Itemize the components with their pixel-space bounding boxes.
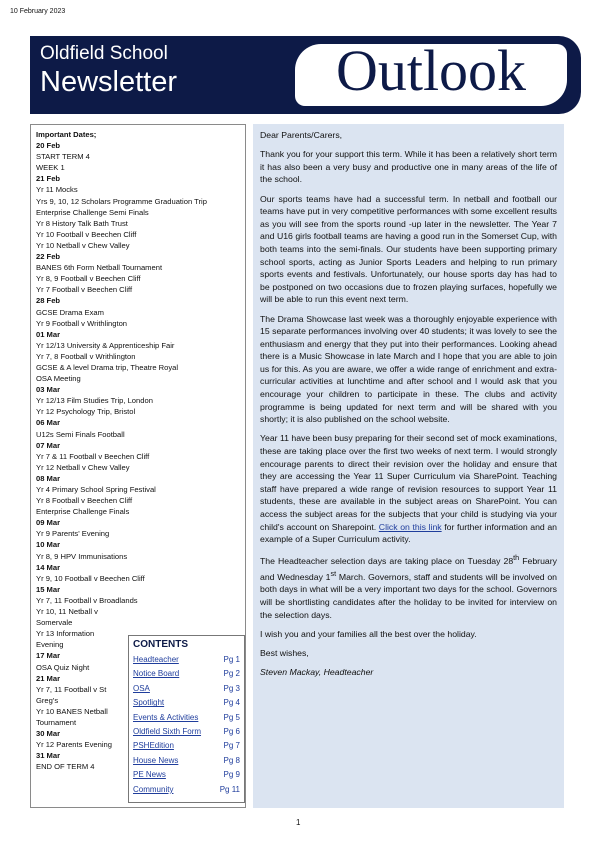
contents-entry-page: Pg 5 [223,712,240,722]
date-heading: 28 Feb [36,296,61,306]
letter-paragraph: Thank you for your support this term. While it has been a relatively short term it has also been a very busy and productive one in many areas of the life of the school. [260,149,557,185]
date-heading: 03 Mar [36,385,61,395]
date-heading: 31 Mar [36,751,61,761]
contents-entry-name[interactable]: Notice Board [133,669,180,679]
letter-text: March. Governors, staff and students will be involved on both days in what will be a very important two days for the school. Governors will be shortlisting candidates after the holiday to be invited for interview on the selection days. [260,571,558,620]
date-heading: 08 Mar [36,473,61,483]
date-event: Yr 7, 11 Football v Broadlands [36,595,138,605]
date-event: Enterprise Challenge Finals [36,507,130,517]
date-event: Yr 9 Parents' Evening [36,529,110,539]
date-heading: 15 Mar [36,584,61,594]
date-event: START TERM 4 [36,152,90,162]
letter-paragraph: The Drama Showcase last week was a thoroughly enjoyable experience with 15 separate performances involving over 40 students; it was lovely to see the enthusiasm and energy that they put into their performances. Looking ahead there is a Music Showcase in late March and I hope that you are able to join us for this. As you are aware, we offer a wide range of enrichment and extra-curricular activities at lunchtime and after school and I would ask that you encourage your children to participate in these. The clubs and activity programme is being updated for next term and will be shared with you shortly; it is also published on the school website. [260,313,557,425]
date-heading: 20 Feb [36,141,61,151]
contents-entry-name[interactable]: PSHEdition [133,741,174,751]
contents-entry-name[interactable]: Events & Activities [133,712,199,722]
letter-text: Year 11 have been busy preparing for their second set of mock examinations, these are taking place over the first two weeks of next term. I would strongly encourage parents to direct their revision over the holiday and ensure that they are accessing the Year 11 Super Curriculum via SharePoint. Teaching staff have prepared a wide range of revision resources to support Year 11 students, these are available in the subject areas on SharePoint. You can access the subject areas for the subjects that your child is studying via your child's account on Sharepoint. [260,433,557,532]
masthead-title-panel [295,38,567,106]
important-dates-heading: Important Dates; [36,130,97,139]
contents-entry-name[interactable]: OSA [133,683,150,693]
contents-entry-page: Pg 9 [223,770,240,780]
date-event: BANES 6th Form Netball Tournament [36,263,163,273]
contents-entry[interactable] [133,667,240,681]
date-heading: 22 Feb [36,252,61,262]
contents-entry-name[interactable]: House News [133,755,179,765]
contents-title: CONTENTS [133,639,188,650]
contents-entry-name[interactable]: Oldfield Sixth Form [133,727,202,737]
more-info-link[interactable]: Click on this link [378,521,442,532]
page-number: 1 [296,818,301,827]
masthead-newsletter: Newsletter [40,66,177,98]
contents-entry-name[interactable]: Community [133,784,174,794]
contents-entry[interactable] [133,725,240,739]
date-event: Somervale [36,618,73,628]
date-heading: 14 Mar [36,562,61,572]
date-event: Yr 12 Psychology Trip, Bristol [36,407,136,417]
date-event: Evening [36,640,64,650]
date-event: GCSE & A level Drama trip, Theatre Royal [36,362,179,372]
contents-entry[interactable] [133,768,240,782]
letter-text: February and Wednesday 1 [260,556,557,582]
masthead-banner [30,36,581,114]
contents-entry[interactable] [133,754,240,768]
date-heading: 09 Mar [36,518,61,528]
date-event: Yr 10 BANES Netball [36,706,108,716]
contents-entry-page: Pg 6 [223,727,240,737]
ordinal-suffix: th [513,553,520,563]
date-event: Yr 12 Parents Evening [36,740,112,750]
contents-list [133,653,240,797]
date-heading: 01 Mar [36,329,61,339]
date-event: END OF TERM 4 [36,762,95,772]
contents-entry-page: Pg 1 [223,655,240,664]
date-event: Yr 9, 10 Football v Beechen Cliff [36,573,145,583]
letter-paragraph: I wish you and your families all the best over the holiday. [260,628,477,639]
contents-entry[interactable] [133,783,240,797]
date-event: Yr 8, 9 HPV Immunisations [36,551,128,561]
date-event: Yr 8, 9 Football v Beechen Cliff [36,274,141,284]
date-event: Greg's [36,695,59,705]
letter-text: The Headteacher selection days are taking place on Tuesday 28 [260,556,514,567]
letter-paragraph: Our sports teams have had a successful term. In netball and football our teams have put in very competitive performances with some excellent results as you will see from the sports round -up later in the newsletter. The Year 7 and U16 girls football teams are having a good run in the Somerset Cup, with both teams into the semi-finals. Our students have been supporting primary school sports, acting as Junior Sports Leaders and helping to run primary sports events and festivals. Unfortunately, our house sports day has had to be postponed on two occasions due to frozen playing surfaces, hopefully we will be able to run this event next term. [260,193,557,305]
contents-entry-name[interactable]: Spotlight [133,698,165,708]
letter-closing: Best wishes, [260,647,309,658]
contents-entry[interactable] [133,739,240,753]
date-event: Yr 7, 8 Football v Writhlington [36,351,136,361]
date-heading: 30 Mar [36,729,61,739]
letter-paragraph [260,552,557,621]
date-event: Yr 9 Football v Writhlington [36,318,128,328]
contents-entry-name[interactable]: PE News [133,770,166,780]
contents-entry[interactable] [133,696,240,710]
contents-box [128,635,245,803]
contents-entry-page: Pg 2 [223,669,240,679]
contents-entry-page: Pg 11 [219,784,240,794]
date-heading: 21 Mar [36,673,61,683]
contents-entry[interactable] [133,682,240,696]
ordinal-suffix: st [330,568,337,578]
date-event: Yr 4 Primary School Spring Festival [36,485,156,494]
date-event: WEEK 1 [36,163,65,173]
contents-entry-name[interactable]: Headteacher [133,655,179,664]
date-heading: 10 Mar [36,540,61,550]
contents-entry-page: Pg 7 [223,741,240,751]
masthead-title: Outlook [335,38,527,103]
date-heading: 07 Mar [36,440,61,450]
letter-text: for further information and an example of a Super Curriculum activity. [260,521,558,545]
document-date: 10 February 2023 [10,8,66,15]
date-event: Yr 12/13 Film Studies Trip, London [36,396,153,406]
masthead-school-name: Oldfield School [40,43,168,64]
date-event: OSA Meeting [36,374,81,384]
contents-entry[interactable] [133,711,240,725]
contents-entry[interactable] [133,653,240,667]
date-event: OSA Quiz Night [36,662,90,672]
letter-greeting: Dear Parents/Carers, [260,130,343,140]
contents-entry-page: Pg 8 [223,755,240,765]
date-event: Yrs 9, 10, 12 Scholars Programme Graduation Trip [36,196,207,206]
date-event: Tournament [36,717,77,727]
date-heading: 17 Mar [36,651,61,661]
date-event: Yr 8 History Talk Bath Trust [36,218,128,228]
date-event: Yr 7 & 11 Football v Beechen Cliff [36,451,150,461]
date-event: Yr 11 Mocks [36,185,78,195]
letter-paragraph [260,432,557,545]
letter-signature: Steven Mackay, Headteacher [260,667,374,678]
date-event: Yr 13 Information [36,629,95,639]
date-event: Yr 12 Netball v Chew Valley [36,462,130,472]
date-event: Yr 7, 11 Football v St [36,684,107,694]
contents-entry-page: Pg 4 [223,698,240,708]
date-event: Enterprise Challenge Semi Finals [36,207,149,217]
date-heading: 06 Mar [36,418,61,428]
date-event: Yr 8 Football v Beechen Cliff [36,496,133,506]
contents-entry-page: Pg 3 [223,683,240,693]
date-event: Yr 10 Football v Beechen Cliff [36,229,137,239]
date-event: U12s Semi Finals Football [36,429,125,439]
date-event: Yr 10, 11 Netball v [36,607,98,617]
date-event: Yr 10 Netball v Chew Valley [36,240,130,250]
date-event: GCSE Drama Exam [36,307,104,317]
date-heading: 21 Feb [36,174,61,184]
date-event: Yr 12/13 University & Apprenticeship Fair [36,340,175,350]
date-event: Yr 7 Football v Beechen Cliff [36,285,133,295]
headteacher-letter [253,124,564,808]
